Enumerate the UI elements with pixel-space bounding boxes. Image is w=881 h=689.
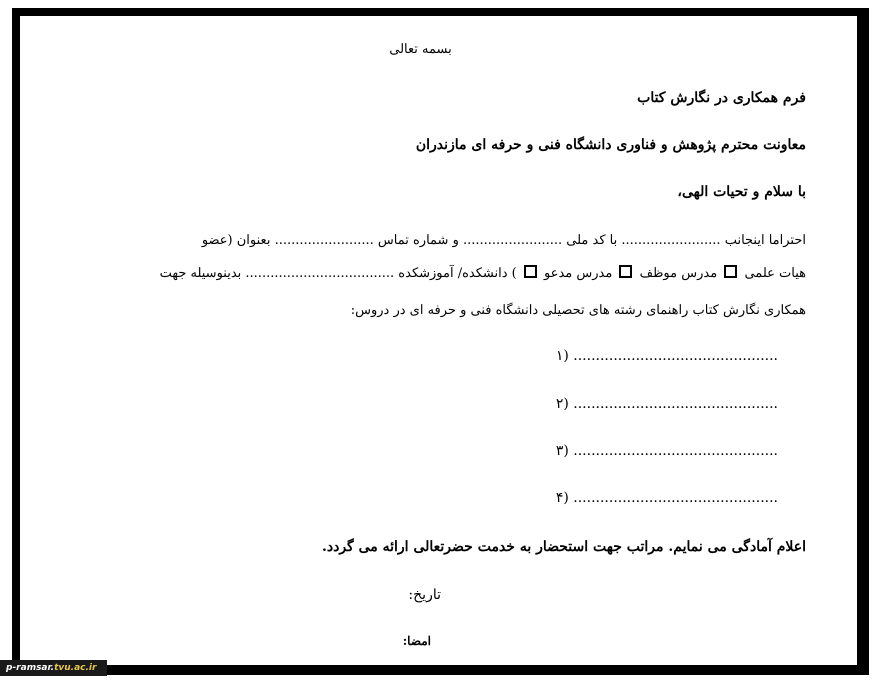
invited-checkbox[interactable] bbox=[524, 265, 537, 278]
course-item-4 bbox=[548, 490, 778, 506]
body-line-2 bbox=[160, 265, 806, 281]
item-blank[interactable]: .............................................. bbox=[573, 396, 778, 412]
body-line-2-rest: ) دانشکده/ آموزشکده .................................... بدینوسیله جهت bbox=[159, 266, 517, 281]
signature-label: امضا: bbox=[402, 634, 431, 648]
invited-label: مدرس مدعو bbox=[544, 266, 613, 281]
watermark-domain: tvu.ac.ir bbox=[54, 663, 97, 673]
bismillah-header: بسمه تعالی bbox=[389, 42, 452, 57]
date-label: تاریخ: bbox=[408, 587, 441, 603]
course-item-2 bbox=[548, 396, 778, 412]
body-line-3: همکاری نگارش کتاب راهنمای رشته های تحصیلی دانشگاه فنی و حرفه ای در دروس: bbox=[350, 303, 806, 318]
item-blank[interactable]: .............................................. bbox=[573, 443, 778, 459]
site-watermark bbox=[0, 660, 107, 676]
staff-checkbox[interactable] bbox=[619, 265, 632, 278]
course-item-3 bbox=[548, 443, 778, 459]
faculty-checkbox[interactable] bbox=[724, 265, 737, 278]
form-title: فرم همکاری در نگارش کتاب bbox=[637, 90, 806, 106]
item-number: ۳) bbox=[555, 443, 569, 459]
course-item-1 bbox=[548, 348, 778, 364]
greeting-line: با سلام و تحیات الهی، bbox=[677, 184, 806, 200]
item-number: ۱) bbox=[555, 348, 569, 364]
addressee-line: معاونت محترم پژوهش و فناوری دانشگاه فنی و حرفه ای مازندران bbox=[415, 137, 806, 153]
document-frame bbox=[12, 8, 869, 675]
item-number: ۲) bbox=[555, 396, 569, 412]
faculty-label: هیات علمی bbox=[744, 266, 806, 281]
item-blank[interactable]: .............................................. bbox=[573, 348, 778, 364]
item-number: ۴) bbox=[555, 490, 569, 506]
closing-line: اعلام آمادگی می نمایم. مراتب جهت استحضار به خدمت حضرتعالی ارائه می گردد. bbox=[321, 539, 806, 555]
body-line-1: احتراما اینجانب ........................ با کد ملی ........................ و شماره تماس ........................ بعنوان (عضو bbox=[201, 233, 806, 248]
item-blank[interactable]: .............................................. bbox=[573, 490, 778, 506]
staff-label: مدرس موظف bbox=[639, 266, 718, 281]
watermark-prefix: p-ramsar. bbox=[6, 663, 55, 673]
